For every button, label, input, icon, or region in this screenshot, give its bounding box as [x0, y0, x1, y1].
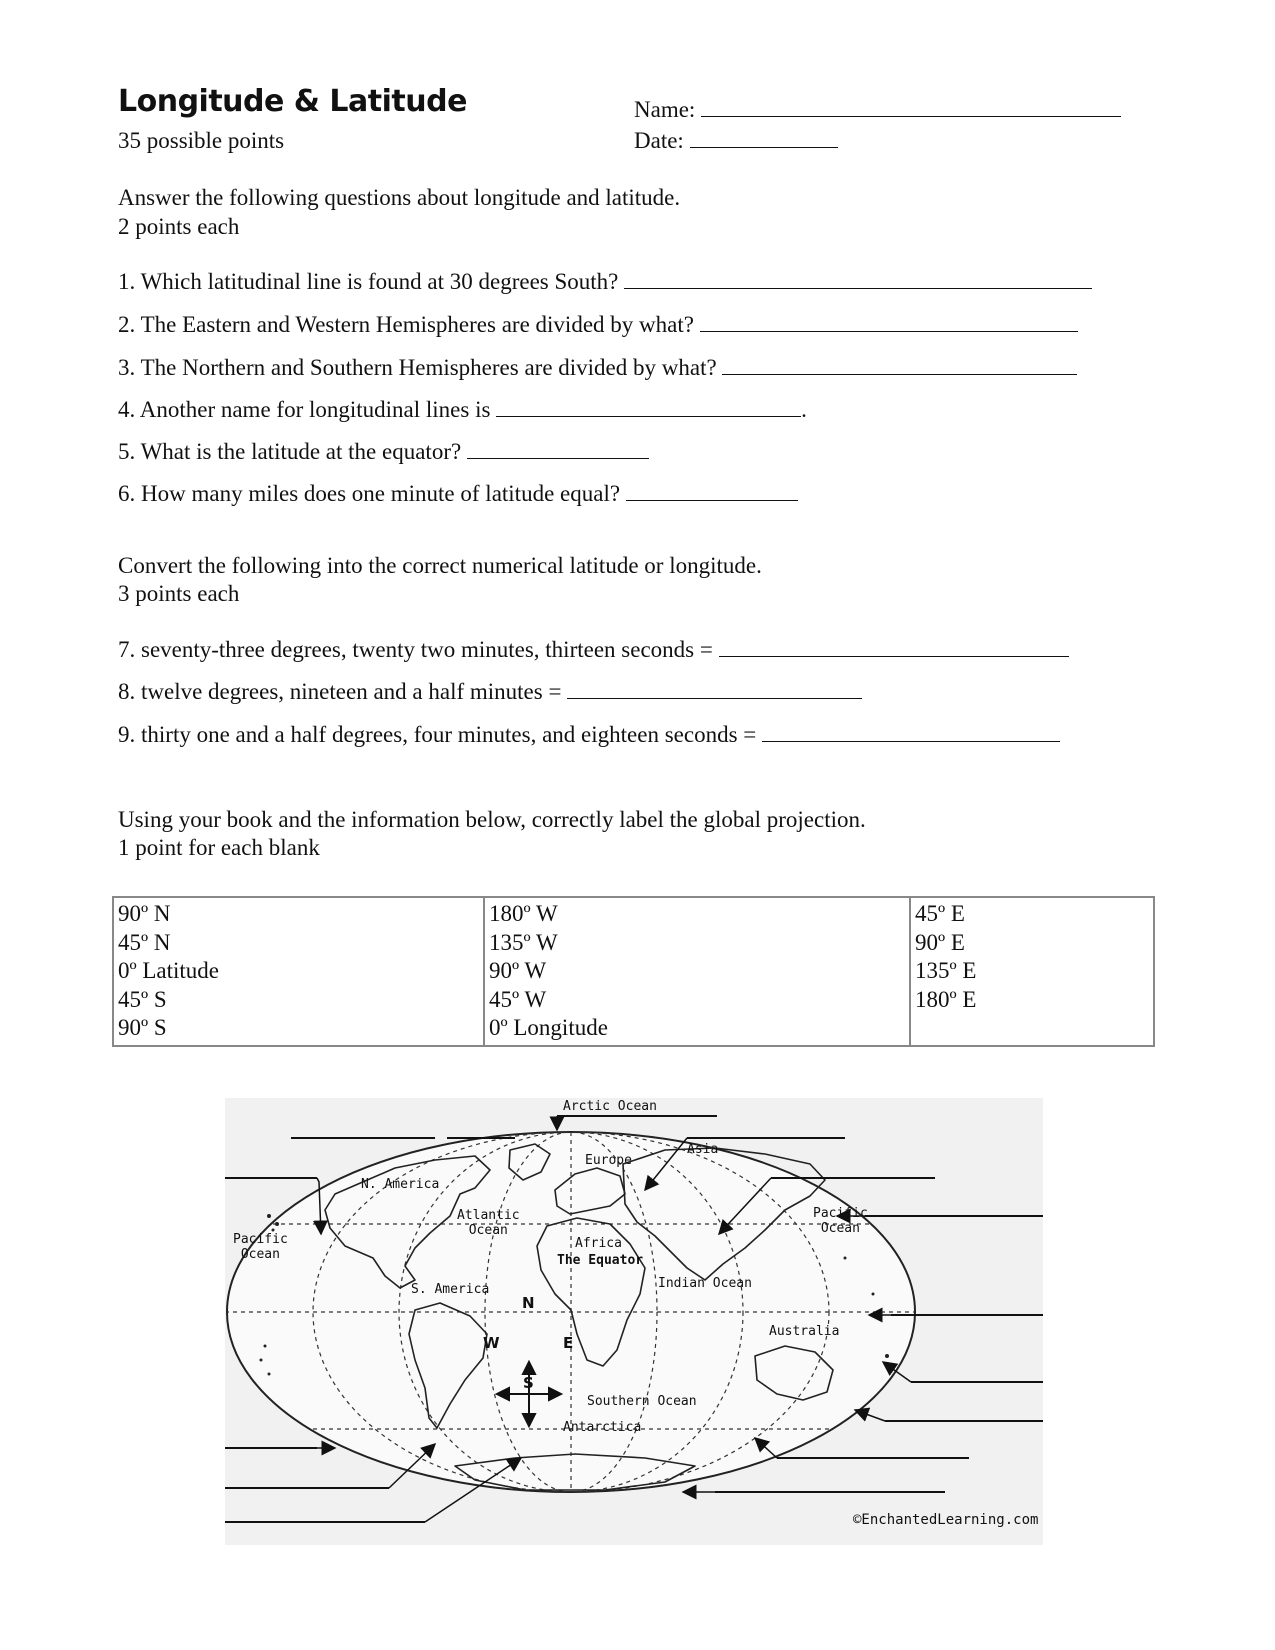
- section2-instructions: Convert the following into the correct numerical latitude or longitude.: [118, 553, 762, 578]
- name-field[interactable]: [701, 96, 1121, 117]
- answer-blank-2[interactable]: [700, 311, 1078, 332]
- label-antarctica: Antarctica: [563, 1420, 642, 1435]
- question-5: 5. What is the latitude at the equator?: [118, 438, 649, 466]
- map-graphic: [225, 1098, 1043, 1545]
- world-projection-map: [225, 1098, 1043, 1545]
- possible-points: 35 possible points: [118, 128, 285, 153]
- answer-blank-9[interactable]: [762, 721, 1060, 742]
- question-6: 6. How many miles does one minute of latitude equal?: [118, 480, 798, 508]
- latitude-column: 90º N 45º N 0º Latitude 45º S 90º S: [113, 897, 484, 1046]
- west-longitude-column: 180º W 135º W 90º W 45º W 0º Longitude: [484, 897, 910, 1046]
- answer-blank-3[interactable]: [722, 354, 1077, 375]
- answer-blank-5[interactable]: [467, 438, 649, 459]
- section3-instructions: Using your book and the information below, correctly label the global projection.: [118, 807, 866, 832]
- label-africa: Africa: [575, 1236, 622, 1251]
- section2-points: 3 points each: [118, 581, 240, 606]
- label-south-america: S. America: [411, 1282, 490, 1297]
- label-arctic-ocean: Arctic Ocean: [563, 1099, 657, 1114]
- label-atlantic-ocean: Atlantic Ocean: [457, 1208, 520, 1238]
- question-7: 7. seventy-three degrees, twenty two minutes, thirteen seconds =: [118, 636, 1069, 664]
- date-label: Date:: [634, 128, 684, 153]
- question-3: 3. The Northern and Southern Hemispheres are divided by what?: [118, 354, 1077, 382]
- answer-blank-7[interactable]: [719, 636, 1069, 657]
- page-title: Longitude & Latitude: [118, 84, 467, 119]
- answer-blank-1[interactable]: [624, 268, 1092, 289]
- question-4: 4. Another name for longitudinal lines is .: [118, 397, 807, 422]
- label-indian-ocean: Indian Ocean: [658, 1276, 752, 1291]
- question-9: 9. thirty one and a half degrees, four minutes, and eighteen seconds =: [118, 721, 1060, 749]
- label-europe: Europe: [585, 1153, 632, 1168]
- compass-s: S: [523, 1374, 534, 1392]
- answer-blank-8[interactable]: [567, 678, 862, 699]
- label-north-america: N. America: [361, 1177, 440, 1192]
- section3-points: 1 point for each blank: [118, 835, 320, 860]
- label-key-table: [112, 896, 1155, 1047]
- question-2: 2. The Eastern and Western Hemispheres are divided by what?: [118, 311, 1078, 339]
- label-pacific-ocean-west: Pacific Ocean: [233, 1232, 288, 1262]
- compass-n: N: [522, 1294, 535, 1312]
- date-field[interactable]: [690, 127, 838, 148]
- question-8: 8. twelve degrees, nineteen and a half minutes =: [118, 678, 862, 706]
- answer-blank-6[interactable]: [626, 480, 798, 501]
- map-credit: ©EnchantedLearning.com: [853, 1512, 1039, 1528]
- label-australia: Australia: [769, 1324, 840, 1339]
- label-southern-ocean: Southern Ocean: [587, 1394, 697, 1409]
- compass-e: E: [563, 1334, 574, 1352]
- date-row: [634, 127, 838, 155]
- label-asia: Asia: [687, 1142, 719, 1157]
- east-longitude-column: 45º E 90º E 135º E 180º E: [910, 897, 1154, 1046]
- answer-blank-4[interactable]: [496, 396, 801, 417]
- label-pacific-ocean-east: Pacific Ocean: [813, 1206, 868, 1236]
- name-label: Name:: [634, 97, 696, 122]
- name-row: [634, 96, 1121, 124]
- question-1: 1. Which latitudinal line is found at 30 degrees South?: [118, 268, 1092, 296]
- compass-w: W: [483, 1334, 500, 1352]
- label-the-equator: The Equator: [557, 1253, 644, 1268]
- section1-points: 2 points each: [118, 214, 240, 239]
- section1-instructions: Answer the following questions about longitude and latitude.: [118, 185, 681, 210]
